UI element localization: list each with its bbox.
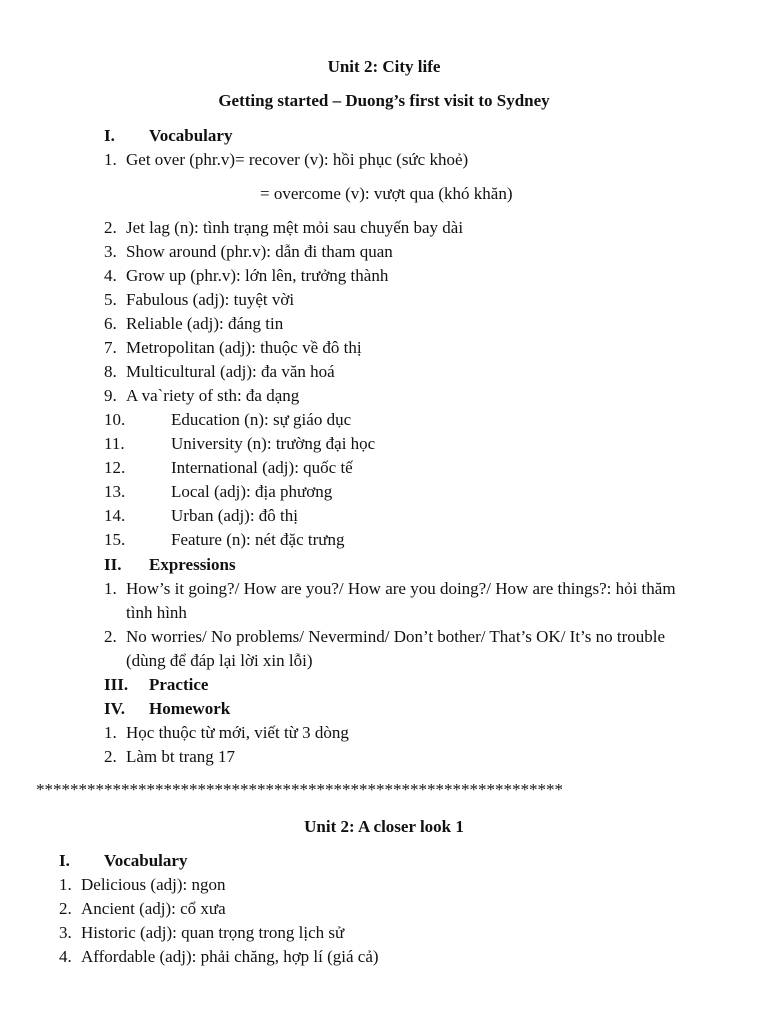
list-number: 8.: [104, 362, 117, 381]
vocab-item: Urban (adj): đô thị: [171, 506, 298, 525]
vocab-item: Delicious (adj): ngon: [81, 875, 226, 894]
list-number: 15.: [104, 530, 126, 549]
list-number: 4.: [59, 947, 72, 966]
expression-item-continuation: (dùng để đáp lại lời xin lỗi): [126, 651, 313, 670]
section-heading-practice: Practice: [149, 675, 209, 694]
section-title: Unit 2: A closer look 1: [304, 817, 464, 836]
vocab-item: University (n): trường đại học: [171, 434, 376, 453]
list-number: 13.: [104, 482, 126, 501]
homework-item: Làm bt trang 17: [126, 747, 236, 766]
vocab-item: Historic (adj): quan trọng trong lịch sử: [81, 923, 345, 942]
vocab-item: Education (n): sự giáo dục: [171, 410, 352, 429]
list-number: 2.: [104, 218, 117, 237]
list-number: 3.: [104, 242, 117, 261]
list-number: 14.: [104, 506, 126, 525]
list-number: 1.: [104, 150, 117, 169]
list-number: 4.: [104, 266, 117, 285]
heading-number: I.: [59, 851, 70, 870]
vocab-item: Local (adj): địa phương: [171, 482, 333, 501]
section-heading-homework: Homework: [149, 699, 231, 718]
list-number: 2.: [59, 899, 72, 918]
expression-item: No worries/ No problems/ Nevermind/ Don’t bother/ That’s OK/ It’s no trouble: [126, 627, 666, 646]
heading-number: I.: [104, 126, 115, 145]
list-number: 2.: [104, 747, 117, 766]
list-number: 11.: [104, 434, 125, 453]
vocab-item: Feature (n): nét đặc trưng: [171, 530, 345, 549]
vocab-item: International (adj): quốc tế: [171, 458, 353, 477]
list-number: 1.: [59, 875, 72, 894]
vocab-item: A va`riety of sth: đa dạng: [126, 386, 300, 405]
expression-item-continuation: tình hình: [126, 603, 187, 622]
list-number: 10.: [104, 410, 126, 429]
vocab-item-continuation: = overcome (v): vượt qua (khó khăn): [260, 184, 513, 203]
vocab-item: Multicultural (adj): đa văn hoá: [126, 362, 335, 381]
vocab-item: Grow up (phr.v): lớn lên, trưởng thành: [126, 266, 389, 285]
vocab-item: Get over (phr.v)= recover (v): hồi phục (sức khoẻ): [126, 150, 469, 169]
vocab-item: Ancient (adj): cổ xưa: [81, 899, 226, 918]
asterisk-separator: **************************************************************: [36, 780, 563, 799]
vocab-item: Fabulous (adj): tuyệt vời: [126, 290, 295, 309]
expression-item: How’s it going?/ How are you?/ How are you doing?/ How are things?: hỏi thăm: [126, 579, 676, 598]
homework-item: Học thuộc từ mới, viết từ 3 dòng: [126, 723, 349, 742]
list-number: 1.: [104, 723, 117, 742]
list-number: 3.: [59, 923, 72, 942]
list-number: 5.: [104, 290, 117, 309]
page-subtitle: Getting started – Duong’s first visit to Sydney: [218, 91, 550, 110]
list-number: 2.: [104, 627, 117, 646]
list-number: 1.: [104, 579, 117, 598]
vocab-item: Show around (phr.v): dẫn đi tham quan: [126, 242, 393, 261]
list-number: 7.: [104, 338, 117, 357]
list-number: 12.: [104, 458, 126, 477]
section-heading-vocabulary: Vocabulary: [149, 126, 233, 145]
list-number: 9.: [104, 386, 117, 405]
vocab-item: Jet lag (n): tình trạng mệt mỏi sau chuyến bay dài: [126, 218, 464, 237]
heading-number: IV.: [104, 699, 125, 718]
section-heading-expressions: Expressions: [149, 555, 236, 574]
vocab-item: Affordable (adj): phải chăng, hợp lí (giá cả): [81, 947, 379, 966]
heading-number: II.: [104, 555, 122, 574]
list-number: 6.: [104, 314, 117, 333]
section-heading-vocabulary: Vocabulary: [104, 851, 188, 870]
page-title: Unit 2: City life: [327, 57, 441, 76]
vocab-item: Metropolitan (adj): thuộc về đô thị: [126, 338, 362, 357]
vocab-item: Reliable (adj): đáng tin: [126, 314, 284, 333]
heading-number: III.: [104, 675, 129, 694]
